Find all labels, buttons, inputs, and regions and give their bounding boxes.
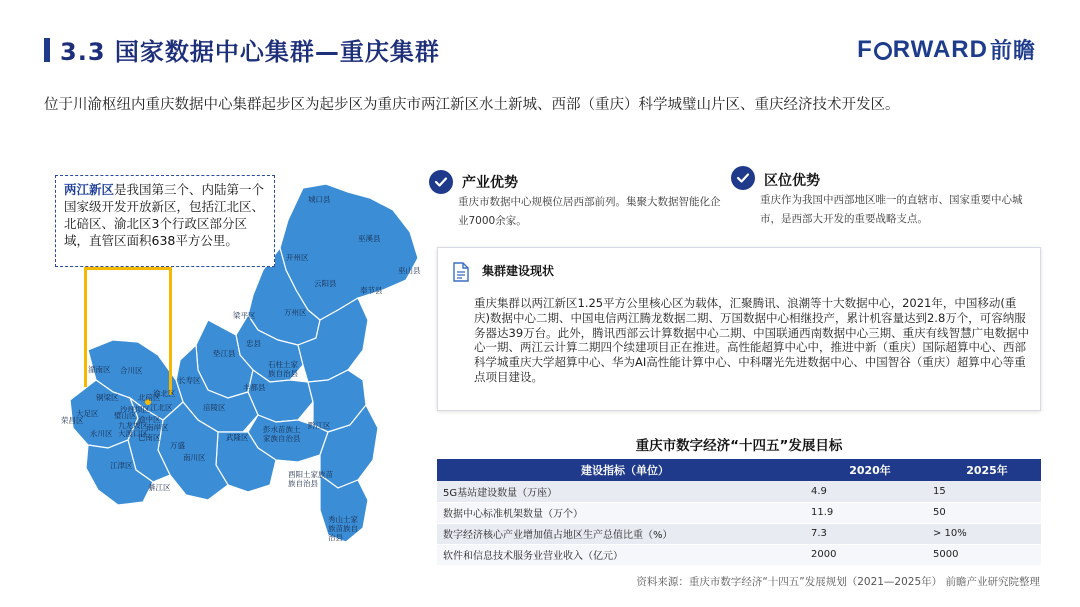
table-cell: 7.3 <box>807 523 929 544</box>
map-label: 江津区 <box>110 461 133 470</box>
logo-letter-f: F <box>857 35 873 63</box>
map-label: 奉节县 <box>360 286 383 295</box>
advantage-title-location: 区位优势 <box>764 173 820 189</box>
table-cell: 2000 <box>807 544 929 565</box>
check-circle-icon <box>429 170 453 194</box>
map-label: 江北区 <box>150 403 173 412</box>
map-label: 渝中区 <box>138 415 161 424</box>
callout-line-vertical <box>84 267 87 387</box>
map-label: 北碚区 <box>138 393 161 402</box>
map-label: 南川区 <box>183 453 206 462</box>
map-label: 长寿区 <box>178 376 201 385</box>
map-label: 万盛 <box>170 441 185 450</box>
table-header-cell: 建设指标（单位） <box>437 459 807 481</box>
callout-text: 是我国第三个、内陆第一个国家级开发开放新区，包括江北区、北碚区、渝北区3个行政区部分区域，直管区面积638平方公里。 <box>64 182 265 248</box>
map-label: 大足区 <box>76 409 99 418</box>
map-label: 永川区 <box>90 429 113 438</box>
table-row <box>437 544 1041 565</box>
map-label: 綦江区 <box>148 483 171 492</box>
table-header-row <box>437 459 1041 481</box>
map-label: 城口县 <box>308 195 331 204</box>
map-label: 南岸区 <box>146 423 169 432</box>
logo-chinese: 前瞻 <box>989 38 1036 63</box>
map-label: 梁平区 <box>233 311 256 320</box>
forward-logo <box>857 34 1036 65</box>
table-cell: 4.9 <box>807 481 929 502</box>
table-row <box>437 481 1041 502</box>
advantage-text-industry: 重庆市数据中心规模位居西部前列。集聚大数据智能化企业7000余家。 <box>458 196 721 227</box>
table-header-cell: 2025年 <box>929 459 1041 481</box>
map-label: 九龙坡区 <box>118 421 148 430</box>
table-header-cell: 2020年 <box>807 459 929 481</box>
targets-table <box>437 459 1041 566</box>
map-label: 秀山土家族苗族自治县 <box>328 515 358 542</box>
advantage-text-location: 重庆作为我国中西部地区唯一的直辖市、国家重要中心城市，是西部大开发的重要战略支点。 <box>760 194 1023 225</box>
table-cell: 5G基站建设数量（万座） <box>437 481 807 502</box>
liangjiang-callout <box>55 175 275 267</box>
map-label: 武隆区 <box>226 433 249 442</box>
cluster-title: 集群建设现状 <box>482 264 555 278</box>
table-cell: 11.9 <box>807 502 929 523</box>
table-row <box>437 502 1041 523</box>
intro-text: 位于川渝枢纽内重庆数据中心集群起步区为起步区为重庆市两江新区水土新城、西部（重庆）科学城璧山片区、重庆经济技术开发区。 <box>44 97 900 113</box>
map-label: 渝北区 <box>153 389 176 398</box>
map-label: 彭水苗族土家族自治县 <box>263 425 301 443</box>
cluster-status-box <box>437 247 1041 411</box>
logo-letters: RWARD <box>892 35 988 63</box>
map-label: 大渡口区 <box>118 429 148 438</box>
map-label: 合川区 <box>120 366 143 375</box>
table-cell: 软件和信息技术服务业营业收入（亿元） <box>437 544 807 565</box>
advantage-title-industry: 产业优势 <box>462 175 518 191</box>
map-label: 涪陵区 <box>203 403 226 412</box>
map-label: 巫溪县 <box>358 234 381 243</box>
map-label: 垫江县 <box>213 349 236 358</box>
map-label: 石柱土家族自治县 <box>268 360 298 378</box>
table-cell: 15 <box>929 481 1041 502</box>
map-label: 丰都县 <box>243 383 266 392</box>
title-accent-bar <box>44 38 50 62</box>
table-row <box>437 523 1041 544</box>
map-label: 忠县 <box>246 339 261 348</box>
map-label: 璧山区 <box>114 411 137 420</box>
map-label: 巫山县 <box>398 266 421 275</box>
map-label: 铜梁区 <box>96 393 119 402</box>
logo-o-mark-icon <box>874 42 892 60</box>
source-note: 资料来源：重庆市数字经济“十四五”发展规划（2021—2025年） 前瞻产业研究院整理 <box>636 576 1040 588</box>
map-label: 潼南区 <box>88 365 111 374</box>
check-circle-icon <box>731 166 755 190</box>
map-label: 沙坪坝区 <box>120 405 150 414</box>
callout-line-horizontal <box>84 267 172 270</box>
table-cell: 50 <box>929 502 1041 523</box>
map-label: 荣昌区 <box>61 416 84 425</box>
map-label: 巴南区 <box>138 433 161 442</box>
table-cell: > 10% <box>929 523 1041 544</box>
callout-highlight: 两江新区 <box>64 182 115 197</box>
table-cell: 5000 <box>929 544 1041 565</box>
table-cell: 数字经济核心产业增加值占地区生产总值比重（%） <box>437 523 807 544</box>
table-title: 重庆市数字经济“十四五”发展目标 <box>635 438 843 454</box>
cluster-text: 重庆集群以两江新区1.25平方公里核心区为载体，汇聚腾讯、浪潮等十大数据中心，2021年，中国移动(重庆)数据中心二期、中国电信两江腾龙数据二期、万国数据中心相继投产，累计机容量达到2.8万个，可容纳服务器达39万台。此外，腾讯西部云计算数据中心二期、中国联通西南数据中心三期、重庆有线智慧广电数据中心一期、两江云计算二期四个续建项目正在推进。高性能超算中心中，推进中新（重庆）国际超算中心、西部科学城重庆大学超算中心、华为AI高性能计算中心、中科曙光先进数据中心、中国智谷（重庆）超算中心等重点项目建设。 <box>474 296 1030 384</box>
map-label: 酉阳土家族苗族自治县 <box>288 470 333 488</box>
table-cell: 数据中心标准机架数量（万个） <box>437 502 807 523</box>
page-title: 3.3 国家数据中心集群—重庆集群 <box>60 38 440 66</box>
map-label: 云阳县 <box>314 279 337 288</box>
callout-line-vertical-2 <box>169 267 172 395</box>
map-label: 开州区 <box>286 253 309 262</box>
map-label: 万州区 <box>284 308 307 317</box>
map-label: 黔江区 <box>308 421 331 430</box>
document-icon <box>452 262 470 286</box>
